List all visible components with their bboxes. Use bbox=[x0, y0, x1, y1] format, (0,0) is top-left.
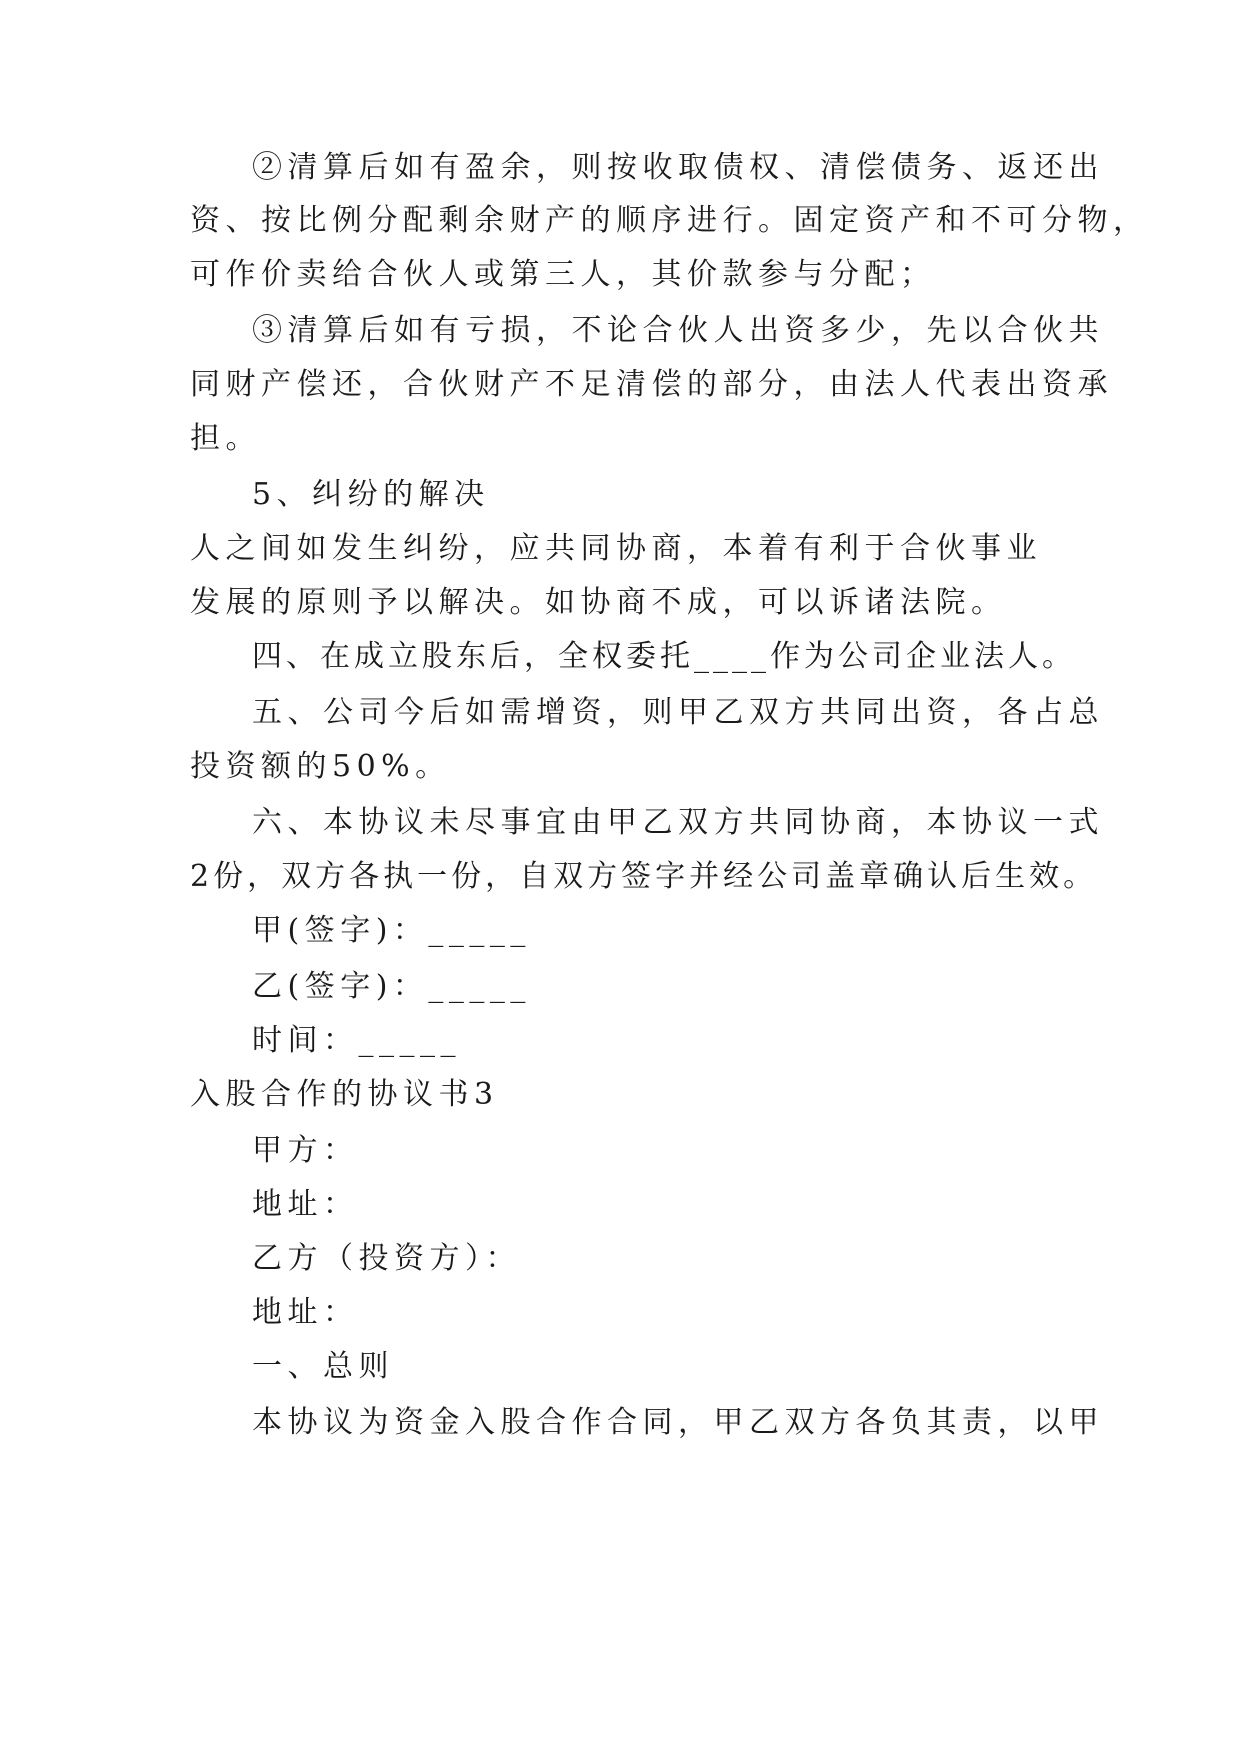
paragraph-line: 发展的原则予以解决。如协商不成，可以诉诸法院。 bbox=[190, 585, 1007, 620]
paragraph-line: 2份，双方各执一份，自双方签字并经公司盖章确认后生效。 bbox=[190, 859, 1098, 894]
signature-line-party-a: 甲(签字)：_____ bbox=[252, 913, 531, 948]
paragraph-line: 担。 bbox=[190, 421, 261, 456]
party-b-label: 乙方（投资方）： bbox=[252, 1241, 521, 1276]
paragraph-line: ③清算后如有亏损，不论合伙人出资多少，先以合伙共 bbox=[252, 313, 1104, 348]
paragraph-line: 同财产偿还，合伙财产不足清偿的部分，由法人代表出资承 bbox=[190, 367, 1113, 402]
clause-line: 四、在成立股东后，全权委托____作为公司企业法人。 bbox=[252, 639, 1076, 674]
paragraph-line: 本协议为资金入股合作合同，甲乙双方各负其责，以甲 bbox=[252, 1405, 1104, 1440]
paragraph-line: 资、按比例分配剩余财产的顺序进行。固定资产和不可分物， bbox=[190, 203, 1149, 238]
address-label: 地址： bbox=[252, 1187, 359, 1222]
section-heading: 5、纠纷的解决 bbox=[252, 477, 490, 512]
paragraph-line: 可作价卖给合伙人或第三人，其价款参与分配； bbox=[190, 257, 936, 292]
paragraph-line: 人之间如发生纠纷，应共同协商，本着有利于合伙事业 bbox=[190, 531, 1042, 566]
clause-line: 六、本协议未尽事宜由甲乙双方共同协商，本协议一式 bbox=[252, 805, 1104, 840]
clause-line: 五、公司今后如需增资，则甲乙双方共同出资，各占总 bbox=[252, 695, 1104, 730]
address-label: 地址： bbox=[252, 1295, 359, 1330]
section-heading: 一、总则 bbox=[252, 1349, 394, 1384]
paragraph-line: 投资额的50%。 bbox=[190, 749, 451, 784]
paragraph-line: ②清算后如有盈余，则按收取债权、清偿债务、返还出 bbox=[252, 150, 1104, 185]
document-title: 入股合作的协议书3 bbox=[190, 1077, 499, 1112]
signature-line-party-b: 乙(签字)：_____ bbox=[252, 969, 531, 1004]
party-a-label: 甲方： bbox=[252, 1133, 359, 1168]
date-line: 时间：_____ bbox=[252, 1023, 461, 1058]
